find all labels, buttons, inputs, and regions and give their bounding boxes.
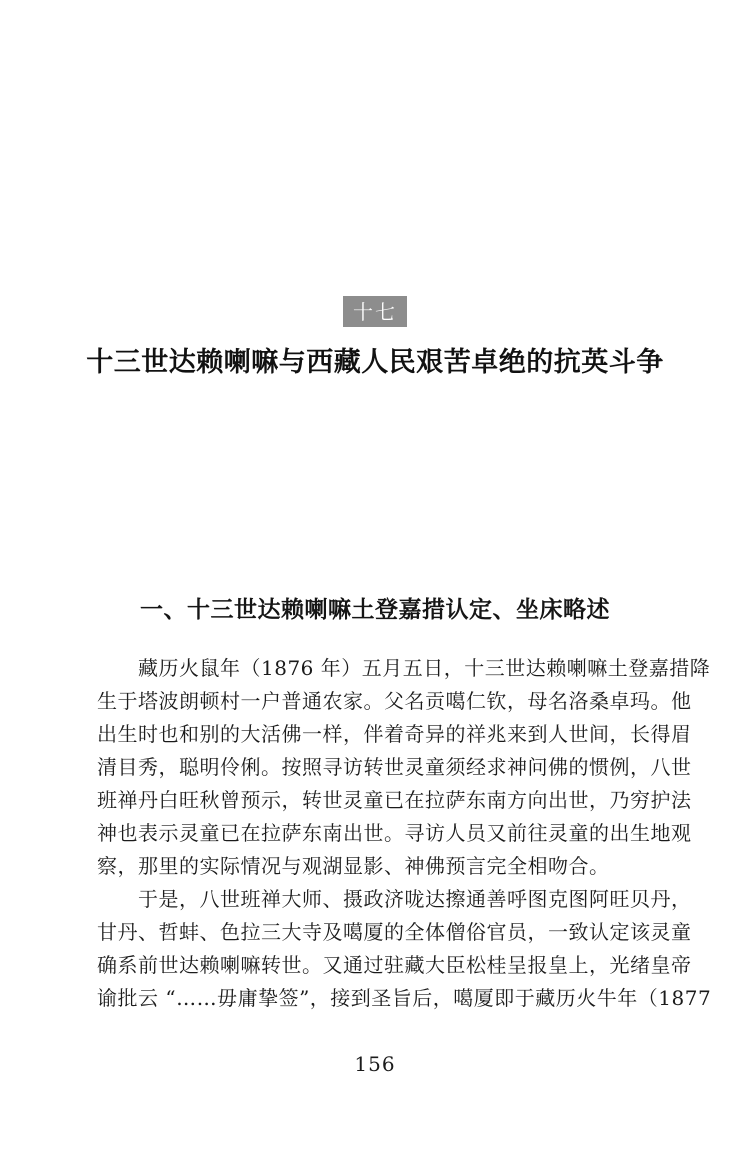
body-line: 谕批云 “……毋庸挚签”，接到圣旨后，噶厦即于藏历火牛年（1877: [97, 986, 712, 1010]
chapter-number-badge: 十七: [343, 296, 407, 327]
body-line: 神也表示灵童已在拉萨东南出世。寻访人员又前往灵童的出生地观: [97, 821, 692, 845]
body-text-block: [97, 652, 712, 1015]
body-line: 于是，八世班禅大师、摄政济咙达擦通善呼图克图阿旺贝丹，: [138, 887, 692, 911]
body-line: 确系前世达赖喇嘛转世。又通过驻藏大臣松桂呈报皇上，光绪皇帝: [97, 953, 692, 977]
body-line: 生于塔波朗顿村一户普通农家。父名贡噶仁钦，母名洛桑卓玛。他: [97, 689, 692, 713]
page-number: 156: [354, 1052, 396, 1076]
section-heading: 一、十三世达赖喇嘛土登嘉措认定、坐床略述: [140, 597, 610, 623]
body-line: 清目秀，聪明伶俐。按照寻访转世灵童须经求神问佛的惯例，八世: [97, 755, 692, 779]
body-line: 甘丹、哲蚌、色拉三大寺及噶厦的全体僧俗官员，一致认定该灵童: [97, 920, 692, 944]
body-line: 班禅丹白旺秋曾预示，转世灵童已在拉萨东南方向出世，乃穷护法: [97, 788, 692, 812]
body-line: 藏历火鼠年（1876 年）五月五日，十三世达赖喇嘛土登嘉措降: [138, 656, 711, 680]
chapter-badge-row: [0, 296, 750, 327]
body-line: 察，那里的实际情况与观湖显影、神佛预言完全相吻合。: [97, 854, 610, 878]
body-line: 出生时也和别的大活佛一样，伴着奇异的祥兆来到人世间，长得眉: [97, 722, 692, 746]
chapter-title: 十三世达赖喇嘛与西藏人民艰苦卓绝的抗英斗争: [86, 347, 664, 378]
